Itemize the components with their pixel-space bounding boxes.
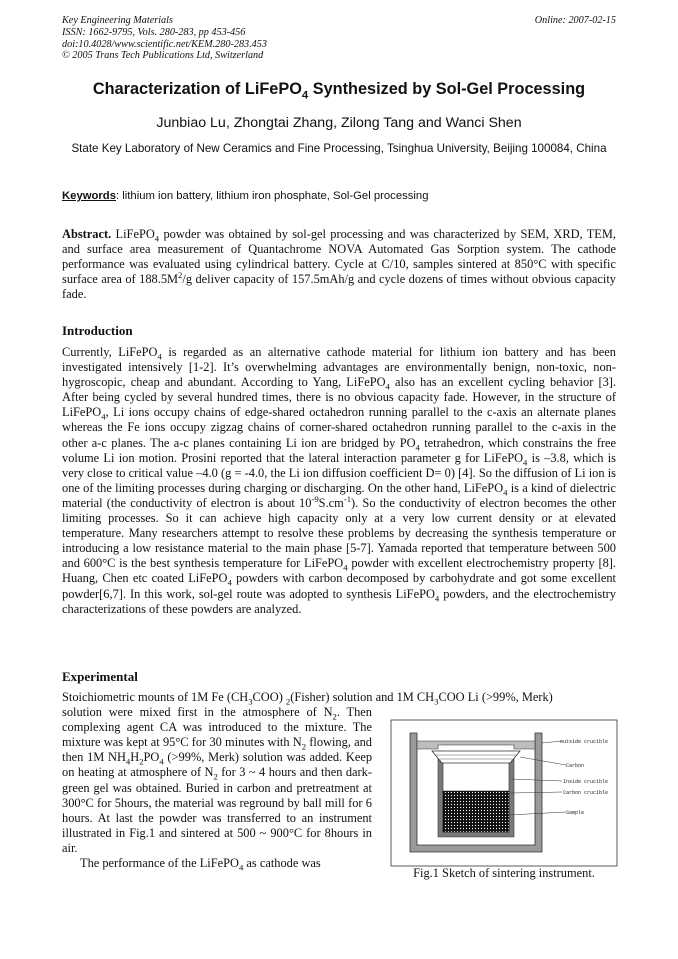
sample-shape [443,791,509,832]
experimental-second-paragraph: The performance of the LiFePO$_4$ as cathode was [80,856,321,873]
experimental-first-line: Stoichiometric mounts of 1M Fe $(CH_3COO)$ $_2$(Fisher) solution and 1M $CH_3COO$ Li (>99%, Merk) [62,690,553,707]
label-carbon-crucible: Carbon crucible [563,790,609,796]
experimental-wrapped-text: solution were mixed first in the atmosphere of $N_2$. Then complexing agent CA was introduced to the mixture. The mixture was kept at 95°C for 30 minutes with $N_2$ flowing, and then 1M $NH_4H_2PO_4$ (>99%, Merk) solution was added. Keep on heating at atmosphere of $N_2$ for 3 ~ 4 hours and then dark-green gel was obtained. Buried in carbon and pretreatment at 300°C for 5hours, the material was reground by ball mill for 6 hours. At last the powder was transferred to an instrument illustrated in Fig.1 and sintered at 500 ~ 900°C for 8hours in air. [62,705,373,855]
issn-line: ISSN: 1662-9795, Vols. 280-283, pp 453-456 [62,26,246,38]
author-list: Junbiao Lu, Zhongtai Zhang, Zilong Tang and Wanci Shen [156,115,522,131]
page-header [62,15,616,62]
introduction-heading: Introduction [62,323,133,338]
label-outside-crucible: outside crucible [560,739,609,745]
paper-title: Characterization of LiFePO$_4$ Synthesized by Sol-Gel Processing [92,80,586,102]
introduction-paragraph: Currently, LiFePO$_4$ is regarded as an alternative cathode material for lithium ion battery and has been investigated intensively [1-2]. It’s overwhelming advantages are environmentally benign, non-toxic, non-hygroscopic, cheap and abundant. According to Yang, LiFePO$_4$ also has an excellent cycling behavior [3]. After being cycled by several hundred times, there is no obvious capacity fade. However, in the structure of LiFePO$_4$, Li ions occupy chains of edge-shared octahedron running parallel to the c-axis an alternate planes whereas the Fe ions occupy zigzag chains of corner-shared octahedron running parallel to the c-axis in the other a-c planes. The a-c planes containing Li ion are bridged by $PO_4$ tetrahedron, which constrains the free volume Li ion motion. Prosini reported that the lateral interaction parameter g for LiFePO$_4$ is –3.8, which is very close to critical value –4.0 (g = -4.0, the Li ion diffusion coefficient D= 0) [4]. So the diffusion of Li ion is one of the limiting processes during charging or discharging. On the other hand, LiFePO$_4$ is a kind of dielectric material (the conductivity of electron is about $10^{-9}S.cm^{-1}$). So the conductivity of electron becomes the other limiting processes. So it can achieve high capacity only at a very low current density or at elevated temperature. Many researchers attempt to resolve these problems by decreasing the synthesis temperature or introducing a low resistance material to the main phase [5-7]. Yamada reported that temperature between 500 and 600°C is the best synthesis temperature for LiFePO$_4$ powder with excellent electrochemistry property [8]. Huang, Chen etc coated LiFePO$_4$ powders with carbon decomposed by carbohydrate and got some excellent powder[6,7]. In this work, sol-gel route was adopted to synthesis LiFePO$_4$ powders, and the electrochemistry characterizations of these powders are analyzed. [62,345,617,616]
label-carbon: Carbon [566,763,585,769]
journal-name: Key Engineering Materials [62,15,173,26]
label-sample: Sample [566,810,585,816]
keywords-label: Keywords [62,190,116,202]
copyright-line: © 2005 Trans Tech Publications Ltd, Switzerland [62,50,264,62]
experimental-heading: Experimental [62,669,138,684]
label-inside-crucible: Inside crucible [563,779,609,785]
keywords-line: Keywords: lithium ion battery, lithium iron phosphate, Sol-Gel processing [62,190,429,202]
sintering-instrument-figure [390,719,618,867]
carbon-lid-shape [432,751,520,763]
online-date: Online: 2007-02-15 [534,15,616,26]
abstract-paragraph: Abstract. LiFePO$_4$ powder was obtained by sol-gel processing and was characterized by SEM, XRD, TEM, and surface area measurement of Quantachrome NOVA Automated Gas Sorption system. The cathode performance was evaluated using cylindrical battery. Cycle at C/10, samples sintered at 850°C with specific surface area of $188.5M^2/g$ deliver capacity of 157.5mAh/g and cycle dozens of times without obvious capacity fade. [62,227,616,302]
affiliation: State Key Laboratory of New Ceramics and Fine Processing, Tsinghua University, Beijing 100084, China [71,142,607,155]
abstract-label: Abstract. [62,227,112,241]
doi-line: doi:10.4028/www.scientific.net/KEM.280-283.453 [62,38,267,50]
figure-caption: Fig.1 Sketch of sintering instrument. [413,866,595,880]
